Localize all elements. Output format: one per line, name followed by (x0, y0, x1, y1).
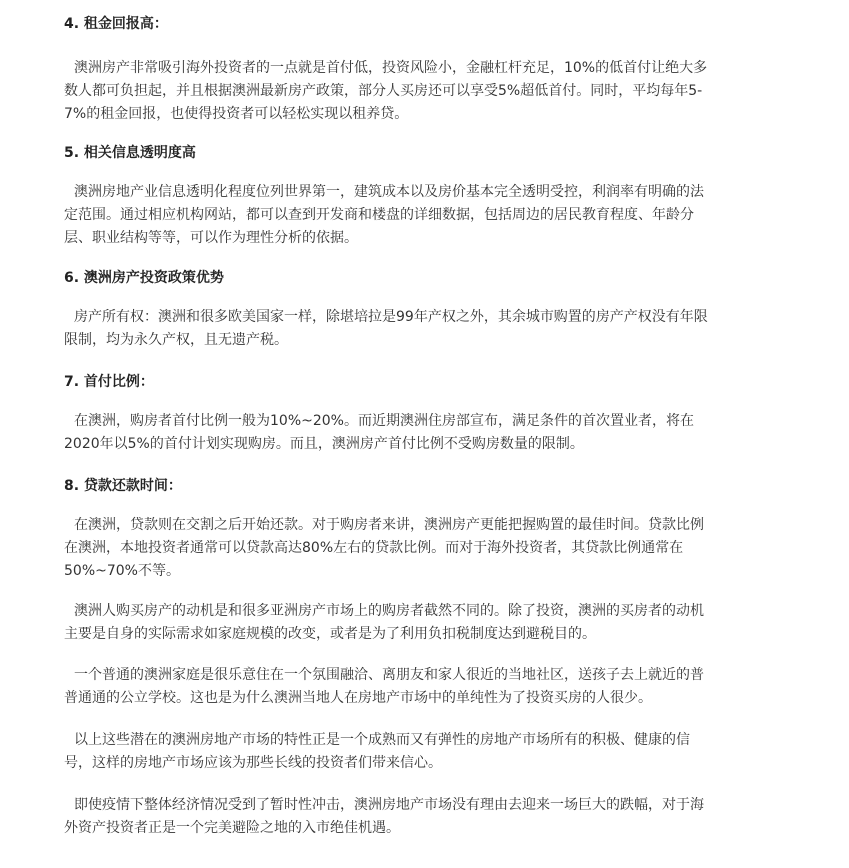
paragraph-line: 澳洲房地产业信息透明化程度位列世界第一，建筑成本以及房价基本完全透明受控，利润率有明确的法 (74, 184, 704, 200)
paragraph-policy (64, 306, 754, 352)
paragraph-line: 在澳洲，购房者首付比例一般为10%~20%。而近期澳洲住房部宣布，满足条件的首次置业者，将在 (74, 413, 694, 429)
paragraph-market-signal (64, 729, 754, 775)
paragraph-rental-return (64, 57, 754, 126)
paragraph-line: 号，这样的房地产市场应该为那些长线的投资者们带来信心。 (64, 755, 442, 771)
paragraph-loan-repayment (64, 514, 754, 583)
section-heading-transparency: 5. 相关信息透明度高 (64, 145, 196, 161)
paragraph-family-community (64, 664, 754, 710)
paragraph-line: 在澳洲，贷款则在交割之后开始还款。对于购房者来讲，澳洲房产更能把握购置的最佳时间。贷款比例 (74, 517, 704, 533)
paragraph-line: 澳洲房产非常吸引海外投资者的一点就是首付低，投资风险小，金融杠杆充足，10%的低首付让绝大多 (74, 60, 708, 76)
section-heading-rental-return: 4. 租金回报高： (64, 16, 168, 32)
paragraph-line: 2020年以5%的首付计划实现购房。而且，澳洲房产首付比例不受购房数量的限制。 (64, 436, 584, 452)
paragraph-buyer-motivation (64, 600, 754, 646)
paragraph-line: 以上这些潜在的澳洲房地产市场的特性正是一个成熟而又有弹性的房地产市场所有的积极、健康的信 (74, 732, 690, 748)
paragraph-down-payment (64, 410, 754, 456)
paragraph-line: 定范围。通过相应机构网站，都可以查到开发商和楼盘的详细数据，包括周边的居民教育程度、年龄分 (64, 207, 694, 223)
paragraph-line: 主要是自身的实际需求如家庭规模的改变，或者是为了利用负扣税制度达到避税目的。 (64, 626, 596, 642)
paragraph-line: 外资产投资者正是一个完美避险之地的入市绝佳机遇。 (64, 820, 400, 836)
paragraph-line: 50%~70%不等。 (64, 563, 180, 579)
paragraph-line: 即使疫情下整体经济情况受到了暂时性冲击，澳洲房地产市场没有理由去迎来一场巨大的跌幅，对于海 (74, 797, 704, 813)
paragraph-line: 7%的租金回报，也使得投资者可以轻松实现以租养贷。 (64, 106, 409, 122)
paragraph-line: 限制，均为永久产权，且无遗产税。 (64, 332, 288, 348)
paragraph-line: 澳洲人购买房产的动机是和很多亚洲房产市场上的购房者截然不同的。除了投资，澳洲的买房者的动机 (74, 603, 704, 619)
section-heading-down-payment: 7. 首付比例： (64, 374, 154, 390)
paragraph-line: 层、职业结构等等，可以作为理性分析的依据。 (64, 230, 358, 246)
paragraph-transparency (64, 181, 754, 250)
paragraph-line: 数人都可负担起，并且根据澳洲最新房产政策，部分人买房还可以享受5%超低首付。同时，平均每年5- (64, 83, 703, 99)
paragraph-line: 普通通的公立学校。这也是为什么澳洲当地人在房地产市场中的单纯性为了投资买房的人很少。 (64, 690, 652, 706)
paragraph-line: 一个普通的澳洲家庭是很乐意住在一个氛围融洽、离朋友和家人很近的当地社区，送孩子去上就近的普 (74, 667, 704, 683)
section-heading-policy: 6. 澳洲房产投资政策优势 (64, 270, 224, 286)
section-heading-loan-repayment: 8. 贷款还款时间： (64, 478, 182, 494)
paragraph-pandemic-opportunity (64, 794, 754, 840)
paragraph-line: 房产所有权：澳洲和很多欧美国家一样，除堪培拉是99年产权之外，其余城市购置的房产产权没有年限 (74, 309, 708, 325)
paragraph-line: 在澳洲，本地投资者通常可以贷款高达80%左右的贷款比例。而对于海外投资者，其贷款比例通常在 (64, 540, 684, 556)
